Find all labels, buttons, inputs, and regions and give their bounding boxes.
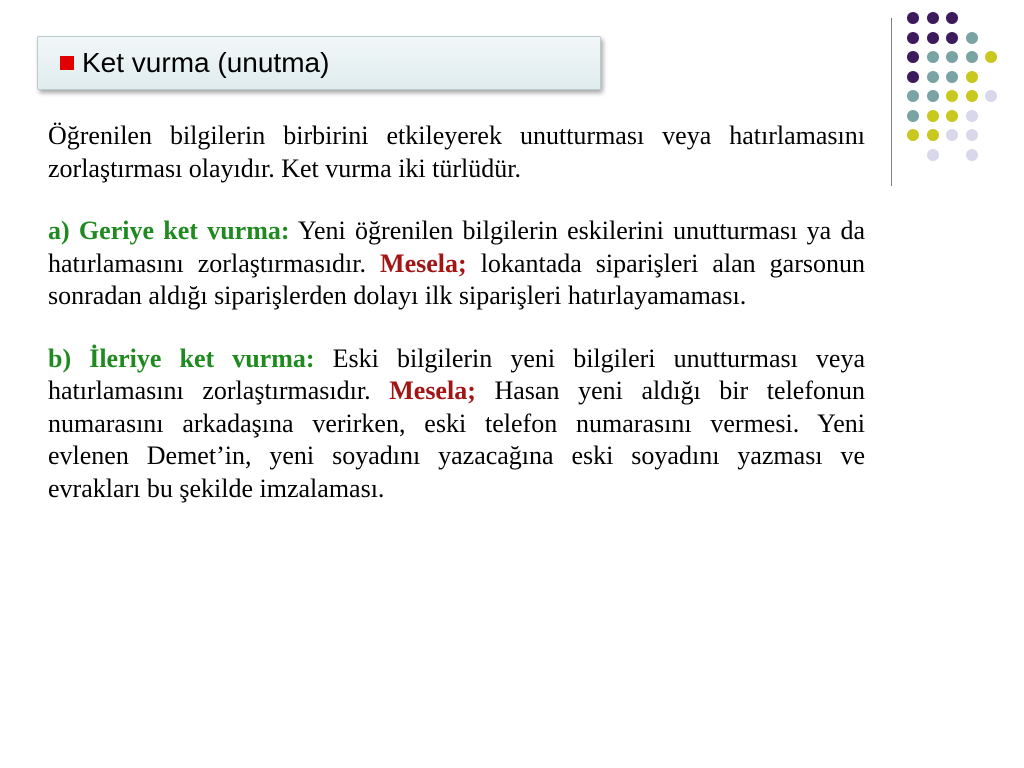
- example-text-a: lokantada siparişleri alan garsonun sonradan aldığı siparişlerden dolayı ilk siparişleri hatırlayamaması.: [48, 248, 866, 310]
- vertical-divider: [891, 18, 892, 186]
- decorative-dot-yellow: [907, 129, 919, 141]
- slide-title: Ket vurma (unutma): [82, 47, 330, 78]
- label-backward-interference: a) Geriye ket vurma:: [48, 216, 290, 245]
- decorative-dot-teal: [966, 51, 978, 63]
- decorative-dot-yellow: [946, 110, 958, 122]
- decorative-dot-purple: [927, 32, 939, 44]
- example-label-a: Mesela;: [380, 248, 467, 278]
- decorative-dot-lavender: [966, 149, 978, 161]
- slide-title-box: [37, 36, 601, 90]
- decorative-dot-lavender: [966, 129, 978, 141]
- decorative-dot-teal: [946, 51, 958, 63]
- decorative-dot-lavender: [985, 90, 997, 102]
- bullet-square-icon: [60, 56, 74, 70]
- slide-body: [48, 120, 865, 535]
- intro-paragraph: Öğrenilen bilgilerin birbirini etkileyerek unutturması veya hatırlamasını zorlaştırması olayıdır. Ket vurma iki türlüdür.: [48, 121, 865, 183]
- decorative-dot-yellow: [985, 51, 997, 63]
- decorative-dot-teal: [927, 71, 939, 83]
- decorative-dot-teal: [966, 32, 978, 44]
- decorative-dot-purple: [907, 71, 919, 83]
- text-forward-interference: Eski bilgilerin yeni bilgileri unutturması veya hatırlamasını zorlaştırmasıdır.: [48, 343, 865, 405]
- decorative-dot-purple: [946, 32, 958, 44]
- decorative-dot-yellow: [927, 110, 939, 122]
- decorative-dot-yellow: [966, 90, 978, 102]
- decorative-dot-purple: [907, 12, 919, 24]
- decorative-dot-grid: [907, 12, 1017, 172]
- decorative-dot-purple: [927, 12, 939, 24]
- decorative-dot-lavender: [927, 149, 939, 161]
- decorative-dot-yellow: [946, 90, 958, 102]
- decorative-dot-lavender: [966, 110, 978, 122]
- decorative-dot-teal: [907, 90, 919, 102]
- decorative-dot-teal: [907, 110, 919, 122]
- decorative-dot-lavender: [946, 129, 958, 141]
- decorative-dot-yellow: [966, 71, 978, 83]
- text-backward-interference: Yeni öğrenilen bilgilerin eskilerini unutturması ya da hatırlamasını zorlaştırmasıdır.: [48, 216, 865, 278]
- example-text-b: Hasan yeni aldığı bir telefonun numarasını arkadaşına verirken, eski telefon numarasını vermesi. Yeni evlenen Demet’in, yeni soyadını yazacağına eski soyadını yazması ve evrakları bu şekilde imzalaması.: [48, 376, 865, 503]
- paragraph-backward-interference: [48, 215, 865, 313]
- paragraph-forward-interference: [48, 343, 865, 506]
- decorative-dot-yellow: [927, 129, 939, 141]
- decorative-dot-purple: [946, 12, 958, 24]
- decorative-dot-purple: [907, 51, 919, 63]
- decorative-dot-teal: [946, 71, 958, 83]
- decorative-dot-teal: [927, 90, 939, 102]
- label-forward-interference: b) İleriye ket vurma:: [48, 343, 315, 373]
- decorative-dot-purple: [907, 32, 919, 44]
- example-label-b: Mesela;: [389, 376, 476, 405]
- decorative-dot-teal: [927, 51, 939, 63]
